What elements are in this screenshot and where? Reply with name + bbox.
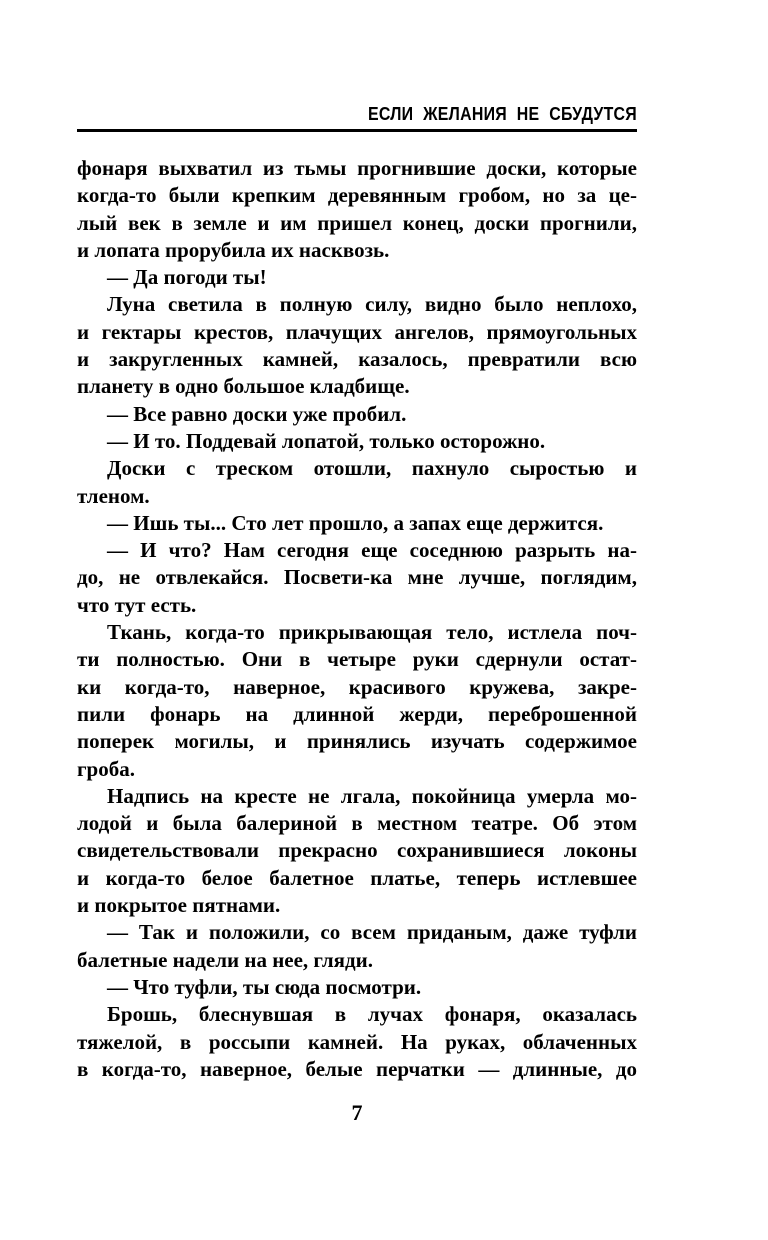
- text-line: в когда-то, наверное, белые перчатки — длинные, до: [77, 1056, 637, 1081]
- text-line: Доски с треском отошли, пахнуло сыростью и: [107, 456, 637, 481]
- text-line: и лопата прорубила их насквозь.: [77, 237, 390, 262]
- text-line: Надпись на кресте не лгала, покойница умерла мо-: [107, 783, 637, 808]
- text-line: — Да погоди ты!: [107, 265, 267, 290]
- text-line: фонаря выхватил из тьмы прогнившие доски, которые: [77, 156, 637, 180]
- text-line: и покрытое пятнами.: [77, 893, 281, 918]
- page-number: 7: [351, 1100, 363, 1125]
- text-line: — И что? Нам сегодня еще соседнюю разрыть на-: [107, 538, 637, 563]
- text-line: тяжелой, в россыпи камней. На руках, облаченных: [77, 1029, 637, 1054]
- text-line: — И то. Поддевай лопатой, только осторожно.: [107, 428, 546, 453]
- text-line: тленом.: [77, 483, 150, 508]
- text-line: Брошь, блеснувшая в лучах фонаря, оказалась: [107, 1002, 637, 1027]
- text-line: лый век в земле и им пришел конец, доски прогнили,: [77, 210, 637, 235]
- text-line: ти полностью. Они в четыре руки сдернули остат-: [77, 647, 637, 672]
- text-line: пили фонарь на длинной жерди, переброшенной: [77, 701, 637, 726]
- text-line: Луна светила в полную силу, видно было неплохо,: [107, 292, 637, 317]
- text-line: когда-то были крепким деревянным гробом, но за це-: [77, 183, 637, 208]
- text-line: балетные надели на нее, гляди.: [77, 947, 374, 972]
- text-line: — Так и положили, со всем приданым, даже туфли: [107, 920, 637, 945]
- text-line: — Все равно доски уже пробил.: [107, 401, 407, 426]
- text-line: и гектары крестов, плачущих ангелов, прямоугольных: [77, 319, 637, 344]
- body-text: [77, 155, 637, 1083]
- text-line: планету в одно большое кладбище.: [77, 374, 410, 399]
- text-line: — Ишь ты... Сто лет прошло, а запах еще держится.: [107, 510, 604, 535]
- header-rule-divider: [77, 129, 637, 132]
- text-line: Ткань, когда-то прикрывающая тело, истлела поч-: [107, 620, 637, 645]
- text-line: ки когда-то, наверное, красивого кружева, закре-: [77, 674, 637, 699]
- text-line: поперек могилы, и принялись изучать содержимое: [77, 729, 637, 754]
- text-line: до, не отвлекайся. Посвети-ка мне лучше, поглядим,: [77, 565, 637, 590]
- text-line: лодой и была балериной в местном театре. Об этом: [77, 811, 637, 836]
- text-line: и закругленных камней, казалось, превратили всю: [77, 347, 637, 372]
- text-line: свидетельствовали прекрасно сохранившиеся локоны: [77, 838, 637, 863]
- text-line: — Что туфли, ты сюда посмотри.: [107, 974, 422, 999]
- text-line: что тут есть.: [77, 592, 197, 617]
- running-header: ЕСЛИ ЖЕЛАНИЯ НЕ СБУДУТСЯ: [367, 103, 637, 124]
- text-line: гроба.: [77, 756, 135, 781]
- text-line: и когда-то белое балетное платье, теперь истлевшее: [77, 865, 637, 890]
